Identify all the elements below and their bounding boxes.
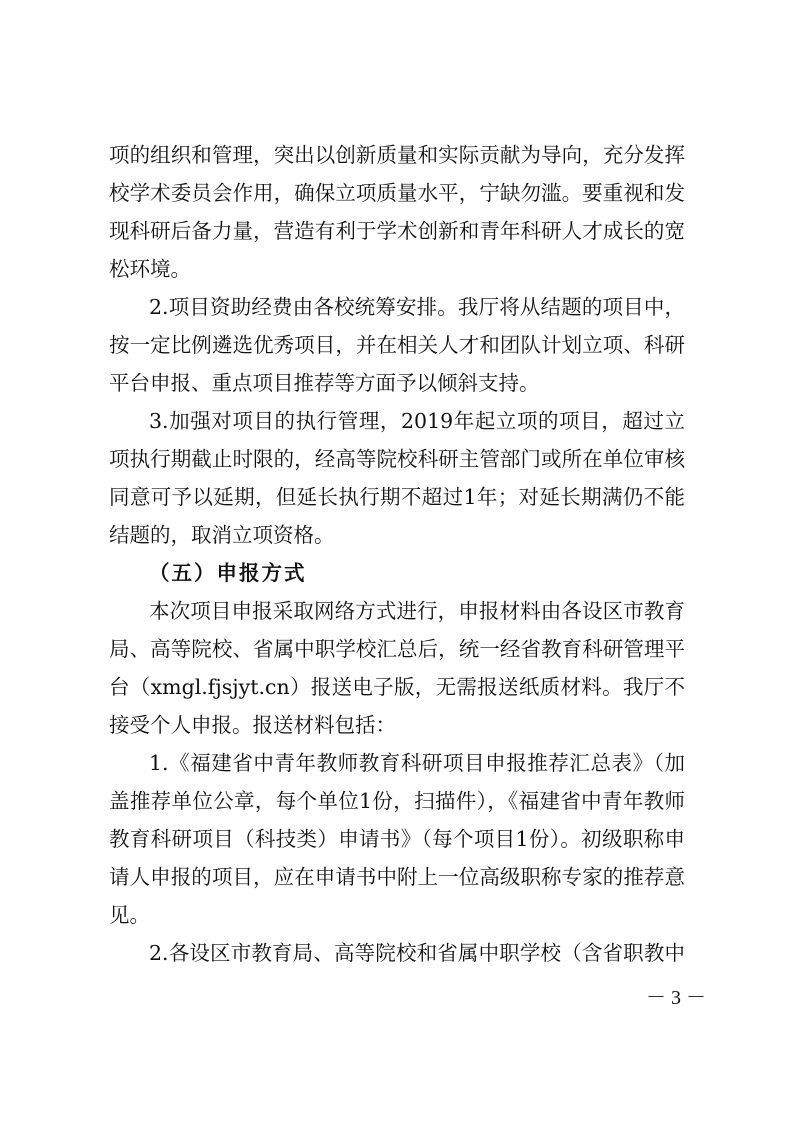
paragraph-line: 见。	[109, 903, 150, 927]
paragraph-line: 教育科研项目（科技类）申请书》（每个项目1份）。初级职称申	[109, 827, 685, 851]
paragraph-line: 本次项目申报采取网络方式进行，申报材料由各设区市教育	[149, 599, 685, 623]
paragraph-line: 同意可予以延期，但延长执行期不超过1年；对延长期满仍不能	[109, 485, 685, 509]
paragraph-line: 按一定比例遴选优秀项目，并在相关人才和团队计划立项、科研	[109, 333, 685, 357]
section-heading: （五）申报方式	[149, 561, 307, 585]
paragraph-line: 台（xmgl.fjsjyt.cn）报送电子版，无需报送纸质材料。我厅不	[109, 675, 685, 699]
paragraph-line: 松环境。	[109, 257, 191, 281]
paragraph-line: 校学术委员会作用，确保立项质量水平，宁缺勿滥。要重视和发	[109, 181, 685, 205]
paragraph-line: 接受个人申报。报送材料包括：	[109, 713, 396, 737]
paragraph-line: 1.《福建省中青年教师教育科研项目申报推荐汇总表》（加	[149, 751, 685, 775]
paragraph-line: 3.加强对项目的执行管理，2019年起立项的项目，超过立	[149, 409, 685, 433]
page-number: － 3 －	[646, 987, 706, 1009]
paragraph-line: 2.各设区市教育局、高等院校和省属中职学校（含省职教中	[149, 941, 685, 965]
paragraph-line: 2.项目资助经费由各校统筹安排。我厅将从结题的项目中，	[149, 295, 685, 319]
paragraph-line: 项的组织和管理，突出以创新质量和实际贡献为导向，充分发挥	[109, 143, 685, 167]
paragraph-line: 现科研后备力量，营造有利于学术创新和青年科研人才成长的宽	[109, 219, 685, 243]
paragraph-line: 盖推荐单位公章，每个单位1份，扫描件），《福建省中青年教师	[109, 789, 685, 813]
paragraph-line: 请人申报的项目，应在申请书中附上一位高级职称专家的推荐意	[109, 865, 685, 889]
paragraph-line: 平台申报、重点项目推荐等方面予以倾斜支持。	[109, 371, 540, 395]
paragraph-line: 项执行期截止时限的，经高等院校科研主管部门或所在单位审核	[109, 447, 685, 471]
paragraph-line: 结题的，取消立项资格。	[109, 523, 335, 547]
paragraph-line: 局、高等院校、省属中职学校汇总后，统一经省教育科研管理平	[109, 637, 685, 661]
